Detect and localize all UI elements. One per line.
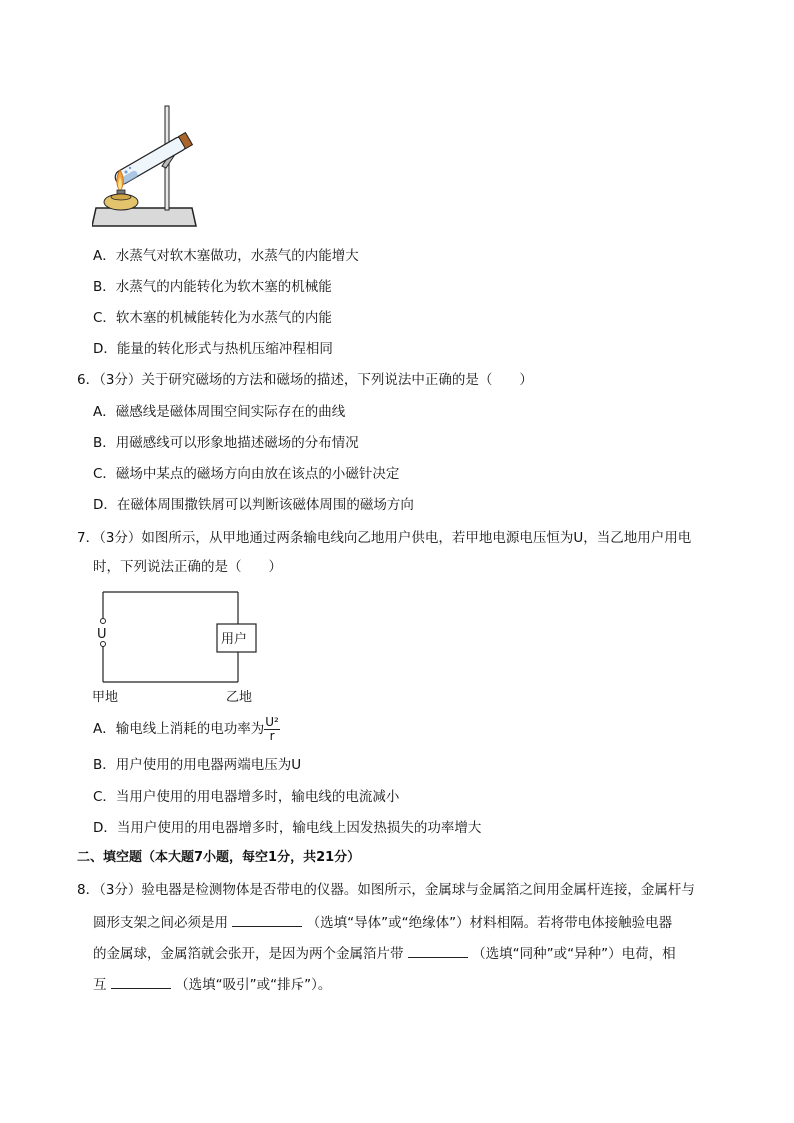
q5-option-c: C．软木塞的机械能转化为水蒸气的内能 bbox=[93, 310, 332, 326]
q8-line1: 8．（3分）验电器是检测物体是否带电的仪器。如图所示，金属球与金属箔之间用金属杆连接，金属杆与 bbox=[77, 882, 695, 898]
q7-option-a-text: A．输电线上消耗的电功率为 bbox=[93, 721, 265, 737]
q8-line2 bbox=[93, 912, 672, 933]
q5-option-d: D．能量的转化形式与热机压缩冲程相同 bbox=[93, 341, 333, 357]
q8-line2-text-a: 圆形支架之间必须是用 bbox=[93, 915, 228, 931]
q6-option-b: B．用磁感线可以形象地描述磁场的分布情况 bbox=[93, 435, 359, 451]
place-jia-label: 甲地 bbox=[92, 690, 119, 705]
q7-option-d: D．当用户使用的用电器增多时，输电线上因发热损失的功率增大 bbox=[93, 820, 482, 836]
power-transmission-circuit bbox=[92, 584, 272, 708]
q8-line4-text-a: 互 bbox=[93, 977, 107, 993]
q8-line4 bbox=[93, 974, 331, 995]
section-title: 二、填空题（本大题7小题，每空1分，共21分） bbox=[77, 850, 361, 865]
q8-line2-text-b: （选填“导体”或“绝缘体”）材料相隔。若将带电体接触验电器 bbox=[306, 915, 673, 931]
source-voltage-label: U bbox=[97, 627, 107, 642]
q8-line4-text-b: （选填“吸引”或“排斥”）。 bbox=[175, 977, 332, 993]
q6-stem: 6．（3分）关于研究磁场的方法和磁场的描述，下列说法中正确的是（ ） bbox=[77, 372, 533, 388]
fraction-numerator: U² bbox=[265, 714, 279, 729]
answer-blank-2[interactable] bbox=[408, 943, 468, 958]
q7-stem-line2: 时，下列说法正确的是（ ） bbox=[93, 559, 282, 575]
user-box-label: 用户 bbox=[221, 632, 248, 647]
fraction-denominator: r bbox=[269, 728, 275, 743]
place-yi-label: 乙地 bbox=[226, 690, 253, 705]
q6-option-c: C．磁场中某点的磁场方向由放在该点的小磁针决定 bbox=[93, 466, 400, 482]
q8-line3-text-a: 的金属球，金属箔就会张开，是因为两个金属箔片带 bbox=[93, 946, 404, 962]
answer-blank-1[interactable] bbox=[232, 912, 302, 927]
q8-line3-text-b: （选填“同种”或“异种”）电荷，相 bbox=[472, 946, 676, 962]
answer-blank-3[interactable] bbox=[111, 974, 171, 989]
fraction bbox=[264, 716, 280, 743]
q7-option-b: B．用户使用的用电器两端电压为U bbox=[93, 757, 302, 773]
q8-line3 bbox=[93, 943, 676, 964]
q6-option-d: D．在磁体周围撒铁屑可以判断该磁体周围的磁场方向 bbox=[93, 497, 414, 513]
q6-option-a: A．磁感线是磁体周围空间实际存在的曲线 bbox=[93, 404, 346, 420]
q5-option-b: B．水蒸气的内能转化为软木塞的机械能 bbox=[93, 279, 332, 295]
q7-option-c: C．当用户使用的用电器增多时，输电线的电流减小 bbox=[93, 789, 400, 805]
q7-stem-line1: 7．（3分）如图所示，从甲地通过两条输电线向乙地用户供电，若甲地电源电压恒为U，当乙地用户用电 bbox=[77, 530, 692, 546]
test-tube-heating-apparatus bbox=[92, 104, 202, 228]
q7-option-a bbox=[93, 709, 280, 749]
q5-option-a: A．水蒸气对软木塞做功，水蒸气的内能增大 bbox=[93, 248, 359, 264]
